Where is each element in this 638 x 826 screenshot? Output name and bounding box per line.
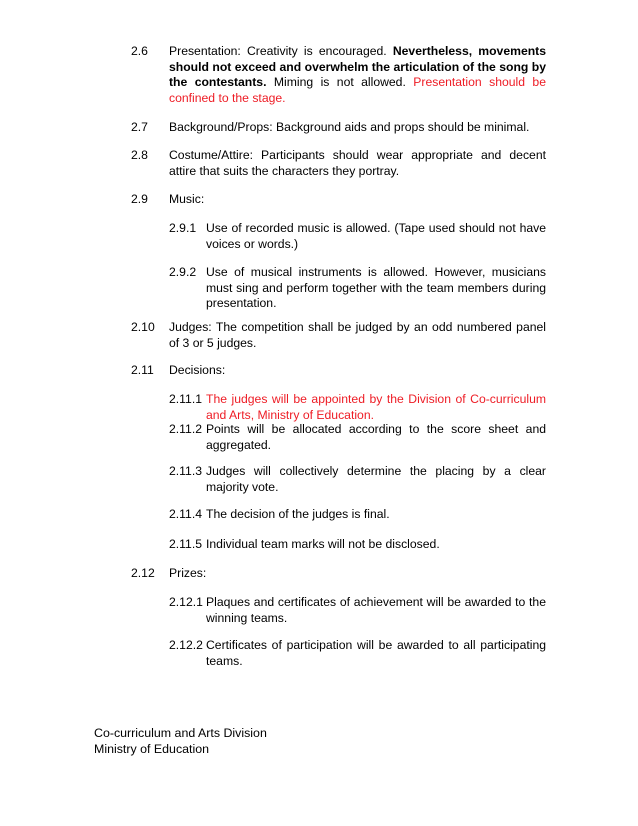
item-number: 2.11 xyxy=(131,363,154,377)
item-text: Music: xyxy=(169,192,205,206)
item-number: 2.8 xyxy=(131,148,148,162)
item-number: 2.11.4 xyxy=(169,507,202,521)
footer-division: Co-curriculum and Arts Division xyxy=(94,726,267,740)
item-text: Background/Props: Background aids and props should be minimal. xyxy=(169,120,530,134)
footer-ministry: Ministry of Education xyxy=(94,742,210,756)
item-number: 2.9 xyxy=(131,192,148,206)
page-footer xyxy=(94,725,267,757)
item-number: 2.12.1 xyxy=(169,595,203,609)
item-text-part: Miming is not allowed. xyxy=(266,75,414,90)
item-number: 2.9.2 xyxy=(169,265,197,279)
item-number: 2.12.2 xyxy=(169,638,203,652)
item-text: Certificates of participation will be awarded to all participating teams. xyxy=(206,638,546,668)
item-text: Decisions: xyxy=(169,363,226,377)
item-number: 2.9.1 xyxy=(169,221,197,235)
item-number: 2.7 xyxy=(131,120,148,134)
item-number: 2.11.3 xyxy=(169,464,202,478)
item-number: 2.11.5 xyxy=(169,537,202,551)
item-text: Judges: The competition shall be judged by an odd numbered panel of 3 or 5 judges. xyxy=(169,320,546,350)
item-text: Use of recorded music is allowed. (Tape used should not have voices or words.) xyxy=(206,221,546,251)
item-text-highlight: The judges will be appointed by the Division of Co-curriculum and Arts, Ministry of Education. xyxy=(206,392,546,422)
item-text: The decision of the judges is final. xyxy=(206,507,390,521)
item-text-part: Presentation: Creativity is encouraged. xyxy=(169,44,393,58)
item-number: 2.11.1 xyxy=(169,392,202,406)
item-text: Points will be allocated according to the score sheet and aggregated. xyxy=(206,422,546,452)
item-text-bold: Nevertheless, movements should not exceed and overwhelm the articulation of the song by the contestants. xyxy=(169,44,547,90)
item-text: Plaques and certificates of achievement will be awarded to the winning teams. xyxy=(206,595,546,625)
item-number: 2.10 xyxy=(131,320,155,334)
item-number: 2.11.2 xyxy=(169,422,202,436)
item-text: Use of musical instruments is allowed. However, musicians must sing and perform together with the team members during presentation. xyxy=(206,265,546,311)
item-text: Judges will collectively determine the placing by a clear majority vote. xyxy=(206,464,546,494)
item-text: Prizes: xyxy=(169,566,207,580)
item-text: Individual team marks will not be disclosed. xyxy=(206,537,440,551)
item-text xyxy=(169,44,546,106)
item-number: 2.6 xyxy=(131,44,148,58)
item-text-highlight: Presentation should be confined to the stage. xyxy=(169,75,546,105)
item-text: Costume/Attire: Participants should wear appropriate and decent attire that suits the characters they portray. xyxy=(169,148,546,178)
item-number: 2.12 xyxy=(131,566,155,580)
